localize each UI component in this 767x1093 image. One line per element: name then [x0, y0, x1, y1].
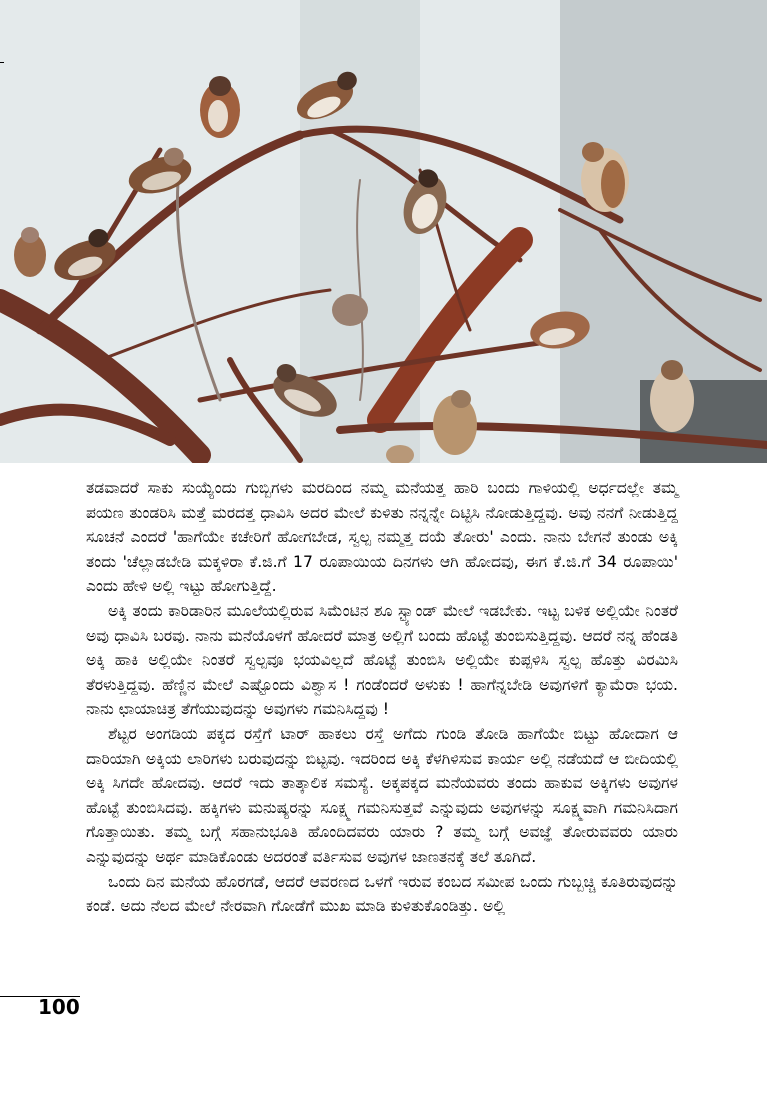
- margin-tick: [0, 62, 4, 63]
- paragraph-1: ತಡವಾದರೆ ಸಾಕು ಸುಯ್ಯೆಂದು ಗುಬ್ಬಿಗಳು ಮರದಿಂದ ನಮ್ಮ ಮನೆಯತ್ತ ಹಾರಿ ಬಂದು ಗಾಳಿಯಲ್ಲಿ ಅರ್ಧದಲ್ಲೇ ತಮ್ಮ ಪಯಣ ತುಂಡರಿಸಿ ಮತ್ತೆ ಮರದತ್ತ ಧಾವಿಸಿ ಅದರ ಮೇಲೆ ಕುಳಿತು ನನ್ನನ್ನೇ ದಿಟ್ಟಿಸಿ ನೋಡುತ್ತಿದ್ದವು. ಅವು ನನಗೆ ನೀಡುತ್ತಿದ್ದ ಸೂಚನೆ ಎಂದರೆ 'ಹಾಗೆಯೇ ಕಚೇರಿಗೆ ಹೋಗಬೇಡ, ಸ್ವಲ್ಪ ನಮ್ಮತ್ತ ದಯೆ ತೋರು' ಎಂದು. ನಾನು ಬೇಗನೆ ತುಂಡು ಅಕ್ಕಿ ತಂದು 'ಚೆಲ್ಲಾಡಬೇಡಿ ಮಕ್ಕಳಿರಾ ಕೆ.ಜಿ.ಗೆ 17 ರೂಪಾಯಿಯ ದಿನಗಳು ಆಗಿ ಹೋದವು, ಈಗ ಕೆ.ಜಿ.ಗೆ 34 ರೂಪಾಯಿ' ಎಂದು ಹೇಳಿ ಅಲ್ಲಿ ಇಟ್ಟು ಹೋಗುತ್ತಿದ್ದೆ.: [86, 479, 678, 596]
- paragraph-4: ಒಂದು ದಿನ ಮನೆಯ ಹೊರಗಡೆ, ಆದರೆ ಆವರಣದ ಒಳಗೆ ಇರುವ ಕಂಬದ ಸಮೀಪ ಒಂದು ಗುಬ್ಬಚ್ಚಿ ಕೂತಿರುವುದನ್ನು ಕಂಡೆ. ಅದು ನೆಲದ ಮೇಲೆ ನೇರವಾಗಿ ಗೋಡೆಗೆ ಮುಖ ಮಾಡಿ ಕುಳಿತುಕೊಂಡಿತ್ತು. ಅಲ್ಲಿ: [86, 872, 678, 916]
- paragraph-2: ಅಕ್ಕಿ ತಂದು ಕಾರಿಡಾರಿನ ಮೂಲೆಯಲ್ಲಿರುವ ಸಿಮೆಂಟಿನ ಶೂ ಸ್ಟ್ಯಾಂಡ್ ಮೇಲೆ ಇಡಬೇಕು. ಇಟ್ಟ ಬಳಿಕ ಅಲ್ಲಿಯೇ ನಿಂತರೆ ಅವು ಧಾವಿಸಿ ಬರವು. ನಾನು ಮನೆಯೊಳಗೆ ಹೋದರೆ ಮಾತ್ರ ಅಲ್ಲಿಗೆ ಬಂದು ಹೊಟ್ಟೆ ತುಂಬಿಸುತ್ತಿದ್ದವು. ಆದರೆ ನನ್ನ ಹೆಂಡತಿ ಅಕ್ಕಿ ಹಾಕಿ ಅಲ್ಲಿಯೇ ನಿಂತರೆ ಸ್ವಲ್ಪವೂ ಭಯವಿಲ್ಲದೆ ಹೊಟ್ಟೆ ತುಂಬಿಸಿ ಅಲ್ಲಿಯೇ ಕುಪ್ಪಳಿಸಿ ಸ್ವಲ್ಪ ಹೊತ್ತು ವಿರಮಿಸಿ ತೆರಳುತ್ತಿದ್ದವು. ಹೆಣ್ಣಿನ ಮೇಲೆ ಎಷ್ಟೊಂದು ವಿಶ್ವಾಸ ! ಗಂಡೆಂದರೆ ಅಳುಕು ! ಹಾಗೆನ್ನಬೇಡಿ ಅವುಗಳಿಗೆ ಕ್ಯಾಮೆರಾ ಭಯ. ನಾನು ಛಾಯಾಚಿತ್ರ ತೆಗೆಯುವುದನ್ನು ಅವುಗಳು ಗಮನಿಸಿದ್ದವು !: [86, 601, 678, 719]
- sparrows-illustration: [0, 0, 767, 463]
- page-number: 100: [38, 995, 80, 1019]
- article-body: [86, 476, 678, 919]
- sparrows-photo: [0, 0, 767, 463]
- paragraph-3: ಶೆಟ್ಟರ ಅಂಗಡಿಯ ಪಕ್ಕದ ರಸ್ತೆಗೆ ಟಾರ್ ಹಾಕಲು ರಸ್ತೆ ಅಗೆದು ಗುಂಡಿ ತೋಡಿ ಹಾಗೆಯೇ ಬಿಟ್ಟು ಹೋದಾಗ ಆ ದಾರಿಯಾಗಿ ಅಕ್ಕಿಯ ಲಾರಿಗಳು ಬರುವುದನ್ನು ಬಿಟ್ಟವು. ಇದರಿಂದ ಅಕ್ಕಿ ಕೆಳಗಿಳಿಸುವ ಕಾರ್ಯ ಅಲ್ಲಿ ನಡೆಯದೆ ಆ ಬೀದಿಯಲ್ಲಿ ಅಕ್ಕಿ ಸಿಗದೇ ಹೋದವು. ಆದರೆ ಇದು ತಾತ್ಕಾಲಿಕ ಸಮಸ್ಯೆ. ಅಕ್ಕಪಕ್ಕದ ಮನೆಯವರು ತಂದು ಹಾಕುವ ಅಕ್ಕಿಗಳು ಅವುಗಳ ಹೊಟ್ಟೆ ತುಂಬಿಸಿದವು. ಹಕ್ಕಿಗಳು ಮನುಷ್ಯರನ್ನು ಸೂಕ್ಷ್ಮ ಗಮನಿಸುತ್ತವೆ ಎನ್ನುವುದು ಅವುಗಳನ್ನು ಸೂಕ್ಷ್ಮವಾಗಿ ಗಮನಿಸಿದಾಗ ಗೊತ್ತಾಯಿತು. ತಮ್ಮ ಬಗ್ಗೆ ಸಹಾನುಭೂತಿ ಹೊಂದಿದವರು ಯಾರು ? ತಮ್ಮ ಬಗ್ಗೆ ಅವಜ್ಞೆ ತೋರುವವರು ಯಾರು ಎನ್ನುವುದನ್ನು ಅರ್ಥ ಮಾಡಿಕೊಂಡು ಅದರಂತೆ ವರ್ತಿಸುವ ಅವುಗಳ ಜಾಣತನಕ್ಕೆ ತಲೆ ತೂಗಿದೆ.: [86, 724, 678, 866]
